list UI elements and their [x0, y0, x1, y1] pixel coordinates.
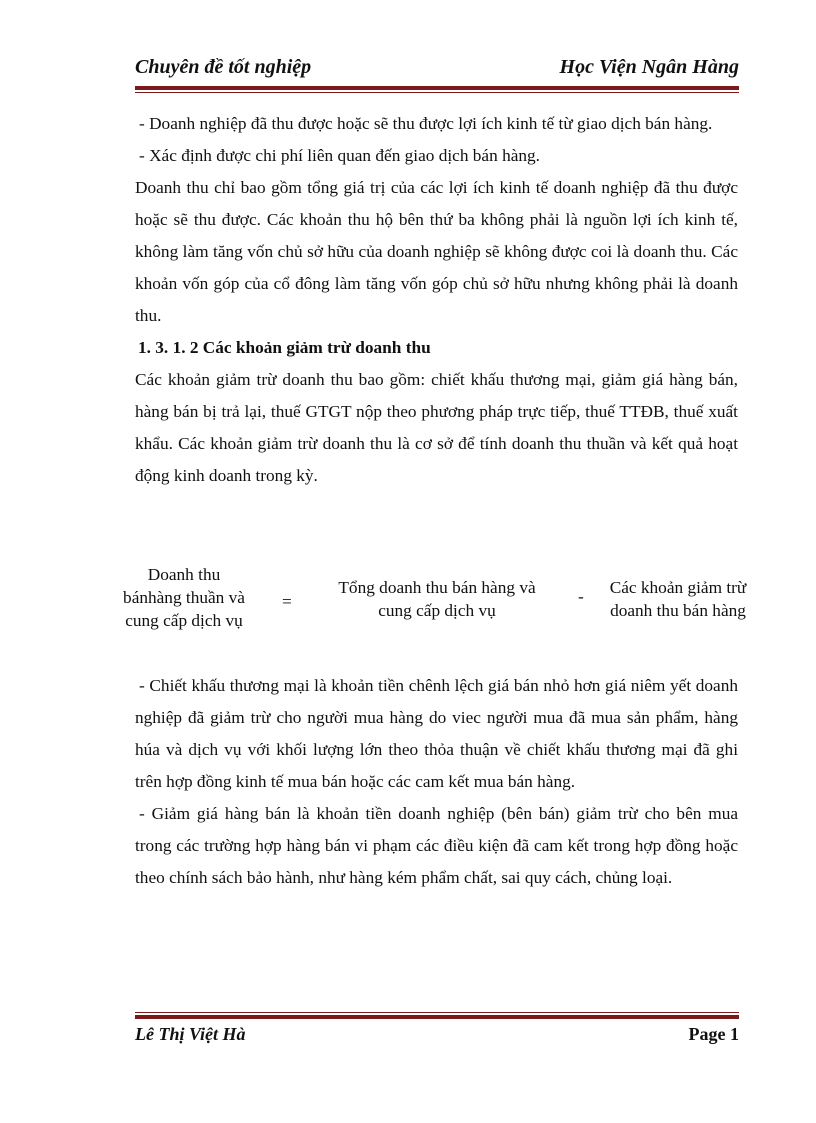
- formula-left-line: bánhàng thuần và: [123, 588, 245, 607]
- header-divider-thick: [135, 86, 739, 90]
- footer-author: Lê Thị Việt Hà: [135, 1024, 246, 1044]
- formula-net-revenue: [112, 563, 256, 632]
- paragraph-cost-determination: - Xác định được chi phí liên quan đến giao dịch bán hàng.: [139, 146, 540, 165]
- footer-page-number: Page 1: [688, 1024, 739, 1044]
- paragraph-sales-allowance: - Giảm giá hàng bán là khoản tiền doanh nghiệp (bên bán) giảm trừ cho bên mua trong các trường hợp hàng bán vi phạm các điều kiện đã cam kết trong hợp đồng hoặc theo chính sách bảo hành, như hàng kém phẩm chất, sai quy cách, chủng loại.: [135, 804, 738, 887]
- formula-left-line: Doanh thu: [147, 565, 221, 584]
- formula-middle-line: cung cấp dịch vụ: [378, 601, 496, 620]
- formula-middle-line: Tổng doanh thu bán hàng và: [338, 578, 536, 597]
- formula-minus-sign: -: [578, 587, 584, 606]
- formula-deductions: [598, 576, 758, 622]
- header-divider-thin: [135, 92, 739, 93]
- paragraph-revenue-definition: Doanh thu chỉ bao gồm tổng giá trị của các lợi ích kinh tế doanh nghiệp đã thu được hoặc sẽ thu được. Các khoản thu hộ bên thứ ba không phải là nguồn lợi ích kinh tế, không làm tăng vốn chủ sở hữu của doanh nghiệp sẽ không được coi là doanh thu. Các khoản vốn góp của cổ đông làm tăng vốn góp chủ sở hữu nhưng không phải là doanh thu.: [135, 178, 738, 325]
- paragraph-revenue-benefit: - Doanh nghiệp đã thu được hoặc sẽ thu được lợi ích kinh tế từ giao dịch bán hàng.: [139, 114, 713, 133]
- footer-divider-thick: [135, 1015, 739, 1019]
- section-heading: 1. 3. 1. 2 Các khoản giảm trừ doanh thu: [138, 338, 431, 357]
- body-text-bottom: [135, 670, 738, 894]
- formula-right-line: Các khoản giảm trừ: [609, 578, 747, 597]
- footer-divider-thin: [135, 1012, 739, 1013]
- revenue-formula: [112, 563, 762, 643]
- paragraph-trade-discount: - Chiết khấu thương mại là khoản tiền chênh lệch giá bán nhỏ hơn giá niêm yết doanh nghiệp đã giảm trừ cho người mua hàng do viec người mua đã mua sản phẩm, hàng húa và dịch vụ với khối lượng lớn theo thỏa thuận về chiết khấu thương mại đã ghi trên hợp đồng kinh tế mua bán hoặc các cam kết mua bán hàng.: [135, 676, 738, 791]
- page-header: [135, 56, 739, 86]
- body-text-top: [135, 108, 738, 492]
- header-document-title: Chuyên đề tốt nghiệp: [135, 56, 312, 78]
- header-institution: Học Viện Ngân Hàng: [559, 56, 739, 78]
- formula-right-line: doanh thu bán hàng: [610, 601, 746, 620]
- formula-total-revenue: [317, 576, 557, 622]
- paragraph-deductions: Các khoản giảm trừ doanh thu bao gồm: chiết khấu thương mại, giảm giá hàng bán, hàng bán bị trả lại, thuế GTGT nộp theo phương pháp trực tiếp, thuế TTĐB, thuế xuất khẩu. Các khoản giảm trừ doanh thu là cơ sở để tính doanh thu thuần và kết quả hoạt động kinh doanh trong kỳ.: [135, 370, 738, 485]
- formula-equals-sign: =: [282, 592, 292, 611]
- formula-left-line: cung cấp dịch vụ: [125, 611, 243, 630]
- page-footer: [135, 1024, 739, 1054]
